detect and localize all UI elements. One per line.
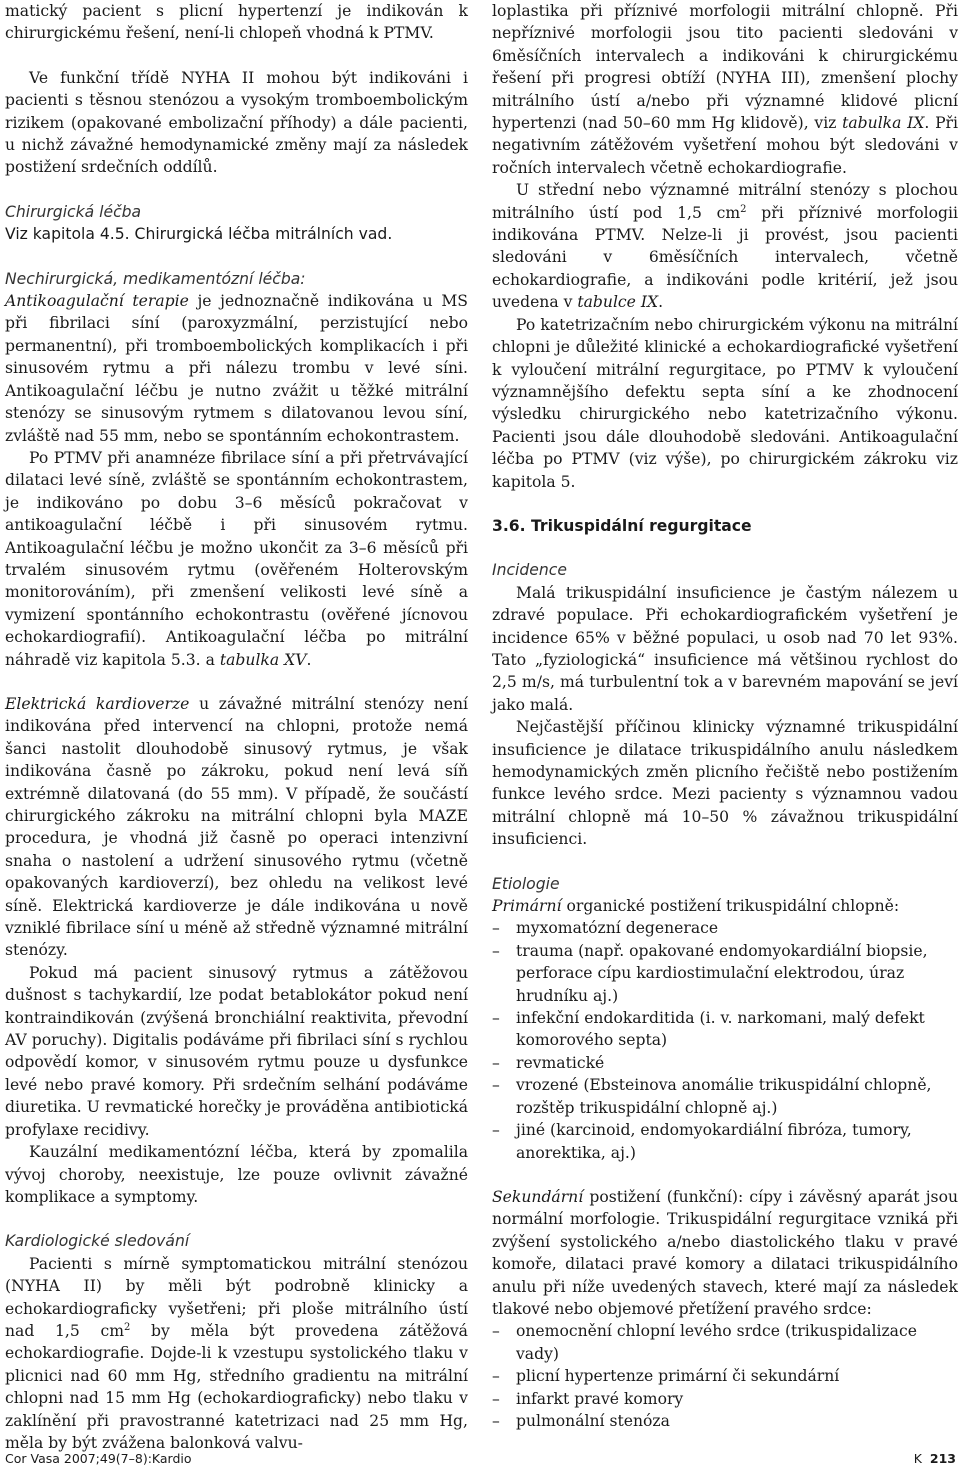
- paragraph: matický pacient s plicní hypertenzí je indikován k chirurgickému řešení, není-li chlopeň vhodná k PTMV.: [5, 2, 468, 43]
- paragraph: Pokud má pacient sinusový rytmus a zátěžovou dušnost s tachykardií, lze podat betablokátor pokud není kontraindikován (zvýšená bronchiální reaktivita, převodní AV poruchy). Digitalis podáváme při fibrilaci síní s rychlou odpovědí komor, v sinusovém rytmu pouze u dysfunkce levé nebo pravé komory. Při srdečním selhání podáváme diuretika. U revmatické horečky je prováděna antibiotická profylaxe recidivy.: [5, 963, 468, 1139]
- page-number: K 213: [913, 1451, 956, 1466]
- table-reference: tabulce IX: [577, 293, 659, 312]
- primary-causes-list: [492, 917, 958, 1163]
- paragraph: Nejčastější příčinou klinicky významné trikuspidální insuficience je dilatace trikuspidálního anulu následkem hemodynamických změn plicního řečiště nebo postižením funkce levého srdce. Mezi pacienty s významnou vadou mitrální chlopně má 10–50 % závažnou trikuspidální insuficienci.: [492, 718, 958, 849]
- list-item: – jiné (karcinoid, endomyokardiální fibróza, tumory, anorektika, aj.): [492, 1119, 958, 1164]
- paragraph: Pacienti s mírně symptomatickou mitrální stenózou (NYHA II) by měli být podrobně klinicky a echokardiograficky vyšetřeni; při ploše mitrálního ústí nad 1,5 $cm^2$ by měla být provedena zátěžová echokardiografie. Dojde-li k vzestupu systolického tlaku v plicnici nad 60 mm Hg, středního gradientu na mitrální chlopni nad 15 mm Hg (echokardiograficky) nebo tlaku v zaklínění při pravostranné katetrizaci nad 25 mm Hg, měla by být zvážena balonková valvu-: [5, 1254, 468, 1452]
- list-item: – revmatické: [492, 1052, 958, 1074]
- list-item: – myxomatózní degenerace: [492, 917, 958, 939]
- paragraph: Po katetrizačním nebo chirurgickém výkonu na mitrální chlopni je důležité klinické a echokardiografické vyšetření k vyloučení mitrální regurgitace, po PTMV k vyloučení významnějšího defektu septa síní a ke zhodnocení výsledku chirurgického nebo katetrizačního výkonu. Pacienti jsou dále dlouhodobě sledováni. Antikoagulační léčba po PTMV (viz výše), po chirurgickém zákroku viz kapitola 5.: [492, 315, 958, 491]
- list-item: – infarkt pravé komory: [492, 1388, 958, 1410]
- right-column: [492, 0, 958, 1432]
- paragraph: Primární organické postižení trikuspidální chlopně:: [492, 897, 900, 916]
- paragraph: loplastika při příznivé morfologii mitrální chlopně. Při nepříznivé morfologii jsou tito pacienti sledováni v 6měsíčních intervalech a indikováni k chirurgickému řešení při progresi obtíží (NYHA III), zmenšení plochy mitrálního ústí a/nebo při významné klidové plicní hypertenzi (nad 50–60 mm Hg klidově), viz tabulka IX. Při negativním zátěžovém vyšetření mohou být sledováni v ročních intervalech včetně echokardiografie.: [492, 2, 958, 177]
- section-title: 3.6. Trikuspidální regurgitace: [492, 516, 752, 535]
- term-anticoagulation: Antikoagulační terapie: [5, 292, 189, 311]
- left-column: [5, 0, 468, 1454]
- table-reference: tabulka IX: [842, 114, 925, 133]
- paragraph: Viz kapitola 4.5. Chirurgická léčba mitrálních vad.: [5, 225, 393, 244]
- subheading-followup: Kardiologické sledování: [5, 1232, 190, 1251]
- table-reference: tabulka XV: [219, 650, 307, 669]
- term-secondary: Sekundární: [492, 1187, 584, 1206]
- list-item: – plicní hypertenze primární či sekundární: [492, 1365, 958, 1387]
- paragraph: Malá trikuspidální insuficience je častým nálezem u zdravé populace. Při echokardiografickém vyšetření je incidence 65% v běžné populaci, u osob nad 70 let 93%. Tato „fyziologická“ insuficience má většinou rychlost do 2,5 m/s, má turbulentní tok a v barevném mapování se jeví jako malá.: [492, 583, 958, 714]
- paragraph: Kauzální medikamentózní léčba, která by zpomalila vývoj choroby, neexistuje, lze pouze ovlivnit závažné komplikace a symptomy.: [5, 1143, 468, 1206]
- secondary-causes-list: [492, 1320, 958, 1432]
- journal-citation: Cor Vasa 2007;49(7–8):Kardio: [5, 1451, 192, 1466]
- paragraph: Ve funkční třídě NYHA II mohou být indikováni i pacienti s těsnou stenózou a vysokým tromboembolickým rizikem (opakované embolizační příhody) a dále pacienti, u nichž závažné hemodynamické změny mají za následek postižení srdečních oddílů.: [5, 68, 468, 177]
- subheading-nonsurgical: Nechirurgická, medikamentózní léčba:: [5, 269, 306, 288]
- list-item: – trauma (např. opakované endomyokardiální biopsie, perforace cípu kardiostimulační elektrodou, úraz hrudníku aj.): [492, 940, 958, 1007]
- subheading-surgical: Chirurgická léčba: [5, 202, 142, 221]
- list-item: – infekční endokarditida (i. v. narkomani, malý defekt komorového septa): [492, 1007, 958, 1052]
- list-item: – pulmonální stenóza: [492, 1410, 958, 1432]
- paragraph: Antikoagulační terapie je jednoznačně indikována u MS při fibrilaci síní (paroxyzmální, perzistující nebo permanentní), při tromboembolických komplikacích i při sinusovém rytmu a při nálezu trombu v levé síni. Antikoagulační léčbu je nutno zvážit u těžké mitrální stenózy se sinusovým rytmem s dilatovanou levou síní, zvláště nad 55 mm, nebo se spontánním echokontrastem.: [5, 292, 468, 445]
- term-primary: Primární: [492, 897, 562, 916]
- list-item: – vrozené (Ebsteinova anomálie trikuspidální chlopně, rozštěp trikuspidální chlopně aj.): [492, 1074, 958, 1119]
- term-cardioversion: Elektrická kardioverze: [5, 694, 190, 713]
- list-item: – onemocnění chlopní levého srdce (trikuspidalizace vady): [492, 1320, 958, 1365]
- paragraph: U střední nebo významné mitrální stenózy s plochou mitrálního ústí pod 1,5 $cm^2$ při příznivé morfologii indikována PTMV. Nelze-li ji provést, jsou pacienti sledováni v 6měsíčních intervalech, včetně echokardiografie, a indikováni podle kritérií, jež jsou uvedena v tabulce IX.: [492, 181, 958, 312]
- paragraph: Sekundární postižení (funkční): cípy i závěsný aparát jsou normální morfologie. Trikuspidální regurgitace vzniká při zvýšení systolického a/nebo diastolického tlaku v pravé komoře, dilataci pravé komory a dilataci trikuspidálního anulu při níže uvedených stavech, které mají za následek tlakové nebo objemové přetížení pravého srdce:: [492, 1187, 958, 1318]
- subheading-incidence: Incidence: [492, 561, 567, 580]
- paragraph: Po PTMV při anamnéze fibrilace síní a při přetrvávající dilataci levé síně, zvláště se spontánním echokontrastem, je indikováno po dobu 3–6 měsíců pokračovat v antikoagulační léčbě i při sinusovém rytmu. Antikoagulační léčbu je možno ukončit za 3–6 měsíců při trvalém sinusovém rytmu (ověřeném Holterovským monitorováním), při zmenšení velikosti levé síně a vymizení spontánního echokontrastu (ověřené jícnovou echokardiografií). Antikoagulační léčba po mitrální náhradě viz kapitola 5.3. a tabulka XV.: [5, 448, 468, 669]
- paragraph: Elektrická kardioverze u závažné mitrální stenózy není indikována před intervencí na chlopni, protože nemá šanci nastolit dlouhodobě sinusový rytmus, je však indikována časně po zákroku, pokud není levá síň extrémně dilatovaná (do 55 mm). V případě, že součástí chirurgického zákroku na mitrální chlopni byla MAZE procedura, je vhodná již časně po operaci intenzivní snaha o nastolení a udržení sinusového rytmu (včetně opakovaných kardioverzí), bez ohledu na velikost levé síně. Elektrická kardioverze je dále indikována u nově vzniklé fibrilace síní u méně až středně významné mitrální stenózy.: [5, 694, 468, 960]
- subheading-etiology: Etiologie: [492, 874, 560, 893]
